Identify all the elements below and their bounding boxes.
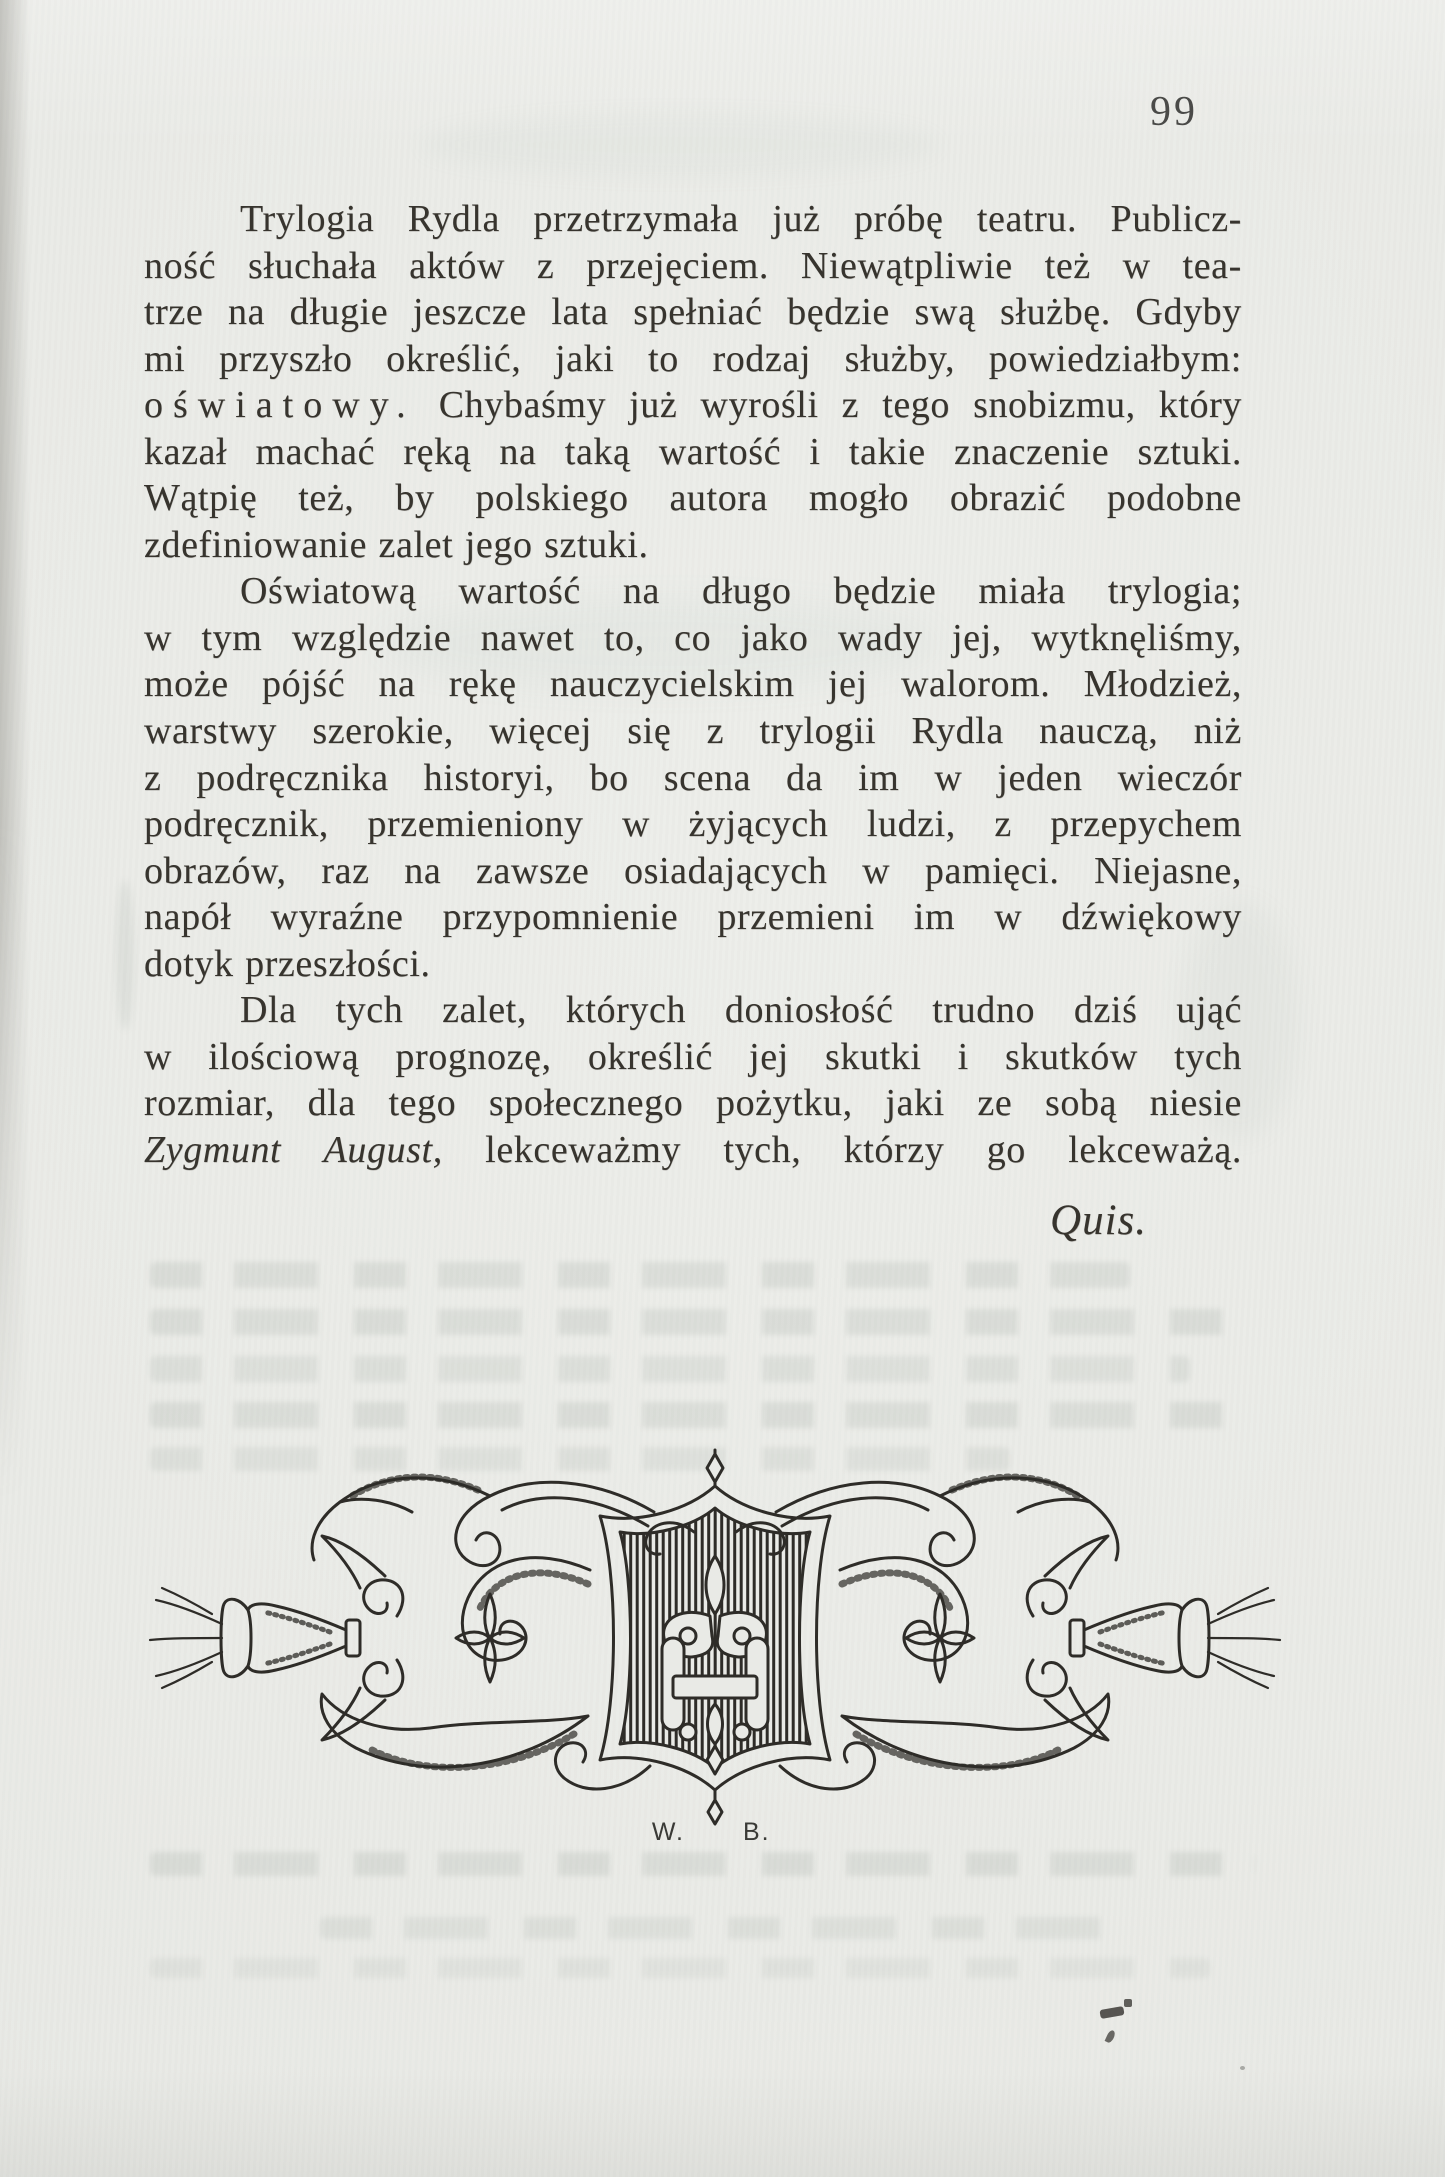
ink-smudge	[1240, 2066, 1245, 2070]
ghost-bleed	[116, 880, 134, 1030]
word: lekceważą.	[1068, 1128, 1242, 1171]
word: Zygmunt	[144, 1128, 282, 1171]
word: Rydla	[407, 198, 500, 240]
word: obrazów,	[144, 849, 287, 892]
word: w	[1122, 244, 1151, 287]
page-number: 99	[1150, 89, 1198, 135]
word: skutków	[1004, 1035, 1138, 1078]
word: trze	[144, 291, 204, 334]
word: skutki	[824, 1035, 922, 1078]
word: z	[994, 803, 1012, 846]
word: ręką	[403, 430, 472, 473]
word: w	[862, 849, 891, 892]
word: trylogii	[759, 710, 877, 753]
ghost-text-band	[150, 1262, 1130, 1288]
word: lekceważmy	[485, 1128, 682, 1171]
word: niesie	[1149, 1082, 1242, 1125]
word: ludzi,	[866, 803, 956, 846]
text-line	[144, 196, 1242, 243]
word: wartość	[458, 570, 581, 613]
engraver-initial-left: W.	[651, 1818, 685, 1846]
word: walorom.	[900, 663, 1051, 706]
word: się	[627, 710, 672, 753]
word: wartość	[658, 430, 782, 473]
word: wady	[837, 616, 923, 659]
word: w	[994, 896, 1023, 939]
word: na	[499, 430, 537, 473]
word: trylogia;	[1107, 570, 1242, 613]
word: mi	[144, 337, 186, 380]
word: wieczór	[1117, 756, 1242, 799]
word: jej	[827, 663, 868, 706]
word: Rydla	[911, 710, 1004, 753]
word: Niewątpliwie	[800, 244, 1013, 287]
word: jego	[464, 523, 533, 566]
word: i	[957, 1035, 969, 1078]
word: przejęciem.	[586, 244, 769, 287]
word: rękę	[448, 663, 517, 706]
word: i	[809, 430, 821, 473]
word: pójść	[261, 663, 346, 706]
ink-smudge	[1124, 1999, 1132, 2007]
word: obrazić	[949, 477, 1066, 520]
word: na	[378, 663, 416, 706]
word: napół	[144, 896, 232, 939]
word: dziś	[1073, 989, 1138, 1032]
word: snobizmu,	[973, 384, 1136, 427]
ghost-text-band	[150, 1852, 1255, 1876]
word: długo	[701, 570, 792, 613]
text-line	[144, 801, 1242, 848]
word: niż	[1193, 710, 1242, 753]
word: względzie	[291, 616, 452, 659]
word: autora	[669, 477, 769, 520]
word: ująć	[1176, 989, 1242, 1032]
word: tych	[335, 989, 404, 1032]
word: próbę	[853, 198, 944, 240]
ink-smudge	[1105, 2029, 1117, 2044]
engraver-initials	[652, 1818, 771, 1846]
word: Młodzież,	[1083, 663, 1242, 706]
ghost-text-band	[150, 1958, 1210, 1978]
word: bo	[589, 756, 629, 799]
ornament-vignette	[140, 1448, 1290, 1848]
word: z	[536, 244, 555, 287]
word: jeden	[997, 756, 1083, 799]
word: tych	[1174, 1035, 1242, 1078]
word: służby,	[844, 337, 956, 380]
word: scena	[663, 756, 752, 799]
text-line	[144, 894, 1242, 941]
word: Publicz-	[1110, 198, 1242, 240]
ghost-bleed	[420, 112, 940, 178]
word: jej,	[952, 616, 1002, 659]
word: w	[622, 803, 651, 846]
word: jaki	[885, 1082, 945, 1125]
engraving-svg	[140, 1448, 1290, 1848]
word: August,	[323, 1128, 443, 1171]
word: raz	[321, 849, 370, 892]
word: by	[395, 477, 435, 520]
ink-smudge	[1099, 2006, 1124, 2019]
word: społecznego	[488, 1082, 684, 1125]
word: oświatowy.	[144, 384, 416, 427]
word: wyraźne	[270, 896, 404, 939]
text-line	[144, 848, 1242, 895]
text-line	[144, 336, 1242, 383]
word: wytknęliśmy,	[1031, 616, 1242, 659]
word: określić	[587, 1035, 713, 1078]
word: już	[629, 384, 678, 427]
word: podobne	[1106, 477, 1242, 520]
word: jaki	[555, 337, 615, 380]
word: sztuki.	[544, 523, 649, 566]
word: sobą	[1044, 1082, 1118, 1125]
ghost-text-band	[150, 1402, 1250, 1428]
word: zalet	[378, 523, 454, 566]
text-line	[144, 755, 1242, 802]
word: zalet,	[442, 989, 527, 1032]
word: polskiego	[475, 477, 629, 520]
word: im	[913, 896, 956, 939]
text-line	[144, 243, 1242, 290]
word: podręcznika	[196, 756, 389, 799]
word: go	[986, 1128, 1026, 1171]
text-line	[144, 475, 1242, 522]
word: to	[648, 337, 679, 380]
page-gutter-shadow	[0, 0, 30, 1500]
word: przypomnienie	[442, 896, 679, 939]
word: teatru.	[976, 198, 1078, 240]
word: tego	[388, 1082, 457, 1125]
word: doniosłość	[724, 989, 894, 1032]
word: Niejasne,	[1094, 849, 1242, 892]
word: w	[934, 756, 963, 799]
text-line	[144, 429, 1242, 476]
word: mogło	[808, 477, 910, 520]
word: dla	[307, 1082, 356, 1125]
word: dotyk	[144, 942, 234, 985]
signature-text: Quis.	[1050, 1197, 1147, 1244]
word: przemieniony	[367, 803, 584, 846]
word: Trylogia	[240, 198, 375, 240]
word: machać	[255, 430, 376, 473]
paragraph	[144, 196, 1242, 568]
word: warstwy	[144, 710, 277, 753]
text-line	[144, 987, 1242, 1034]
word: nauczycielskim	[549, 663, 795, 706]
word: kazał	[144, 430, 228, 473]
word: rodzaj	[712, 337, 811, 380]
paragraph	[144, 987, 1242, 1173]
word: z	[144, 756, 162, 799]
word: przeszłości.	[245, 942, 431, 985]
word: aktów	[409, 244, 505, 287]
word: tego	[882, 384, 951, 427]
word: znaczenie	[954, 430, 1110, 473]
text-line	[144, 1080, 1242, 1127]
word: Wątpię	[144, 477, 258, 520]
text-line	[144, 1127, 1242, 1174]
word: w	[144, 616, 173, 659]
ghost-text-band	[150, 1309, 1235, 1335]
word: Dla	[240, 989, 297, 1032]
word: jeszcze	[412, 291, 527, 334]
word: którzy	[843, 1128, 945, 1171]
word: tych,	[723, 1128, 802, 1171]
engraver-initial-right: B.	[743, 1818, 771, 1846]
word: im	[858, 756, 900, 799]
word: w	[144, 1035, 173, 1078]
word: będzie	[833, 570, 937, 613]
word: będzie	[787, 291, 890, 334]
word: słuchała	[247, 244, 378, 287]
word: spełniać	[633, 291, 763, 334]
word: służbę.	[1000, 291, 1111, 334]
word: żyjących	[688, 803, 829, 846]
word: co	[674, 616, 712, 659]
word: lata	[551, 291, 609, 334]
word: podręcznik,	[144, 803, 329, 846]
word: prognozę,	[395, 1035, 552, 1078]
word: których	[565, 989, 687, 1032]
word: sztuki.	[1137, 430, 1242, 473]
word: tea-	[1182, 244, 1242, 287]
word: historyi,	[423, 756, 555, 799]
word: też,	[298, 477, 355, 520]
text-line	[144, 661, 1242, 708]
word: Chybaśmy	[438, 384, 607, 427]
word: miała	[978, 570, 1066, 613]
word: nauczą,	[1039, 710, 1159, 753]
article	[144, 196, 1242, 1173]
word: przepychem	[1050, 803, 1242, 846]
word: na	[227, 291, 266, 334]
word: osiadających	[623, 849, 828, 892]
word: więcej	[489, 710, 592, 753]
text-line	[144, 615, 1242, 662]
text-line	[144, 708, 1242, 755]
signature	[144, 1196, 1242, 1245]
word: szerokie,	[312, 710, 454, 753]
word: już	[772, 198, 821, 240]
word: swą	[914, 291, 976, 334]
word: z	[841, 384, 860, 427]
word: to,	[603, 616, 645, 659]
word: nawet	[480, 616, 575, 659]
word: pożytku,	[715, 1082, 853, 1125]
word: z	[706, 710, 725, 753]
word: przemieni	[717, 896, 875, 939]
ghost-text-band	[150, 1356, 1190, 1382]
text-line	[144, 522, 1242, 569]
word: ze	[977, 1082, 1013, 1125]
word: takie	[848, 430, 926, 473]
paragraph	[144, 568, 1242, 987]
word: na	[622, 570, 660, 613]
word: zawsze	[476, 849, 590, 892]
word: da	[786, 756, 824, 799]
text-line	[144, 941, 1242, 988]
word: wyrośli	[700, 384, 819, 427]
word: Gdyby	[1135, 291, 1242, 334]
word: ność	[144, 244, 217, 287]
word: przetrzymała	[533, 198, 739, 240]
ghost-text-band	[320, 1917, 1110, 1939]
word: też	[1044, 244, 1091, 287]
word: ilościową	[208, 1035, 360, 1078]
text-line	[144, 568, 1242, 615]
text-line	[144, 382, 1242, 429]
word: jej	[749, 1035, 789, 1078]
word: dźwiękowy	[1061, 896, 1242, 939]
word: trudno	[932, 989, 1036, 1032]
word: Oświatową	[240, 570, 417, 613]
word: który	[1158, 384, 1242, 427]
word: długie	[289, 291, 389, 334]
word: rozmiar,	[144, 1082, 275, 1125]
word: przyszło	[218, 337, 353, 380]
text-line	[144, 289, 1242, 336]
word: powiedziałbym:	[988, 337, 1242, 380]
word: pamięci.	[924, 849, 1060, 892]
word: taką	[564, 430, 631, 473]
word: tym	[201, 616, 263, 659]
text-line	[144, 1034, 1242, 1081]
word: zdefiniowanie	[144, 523, 368, 566]
word: określić,	[386, 337, 522, 380]
word: może	[144, 663, 229, 706]
word: na	[404, 849, 442, 892]
word: jako	[740, 616, 809, 659]
